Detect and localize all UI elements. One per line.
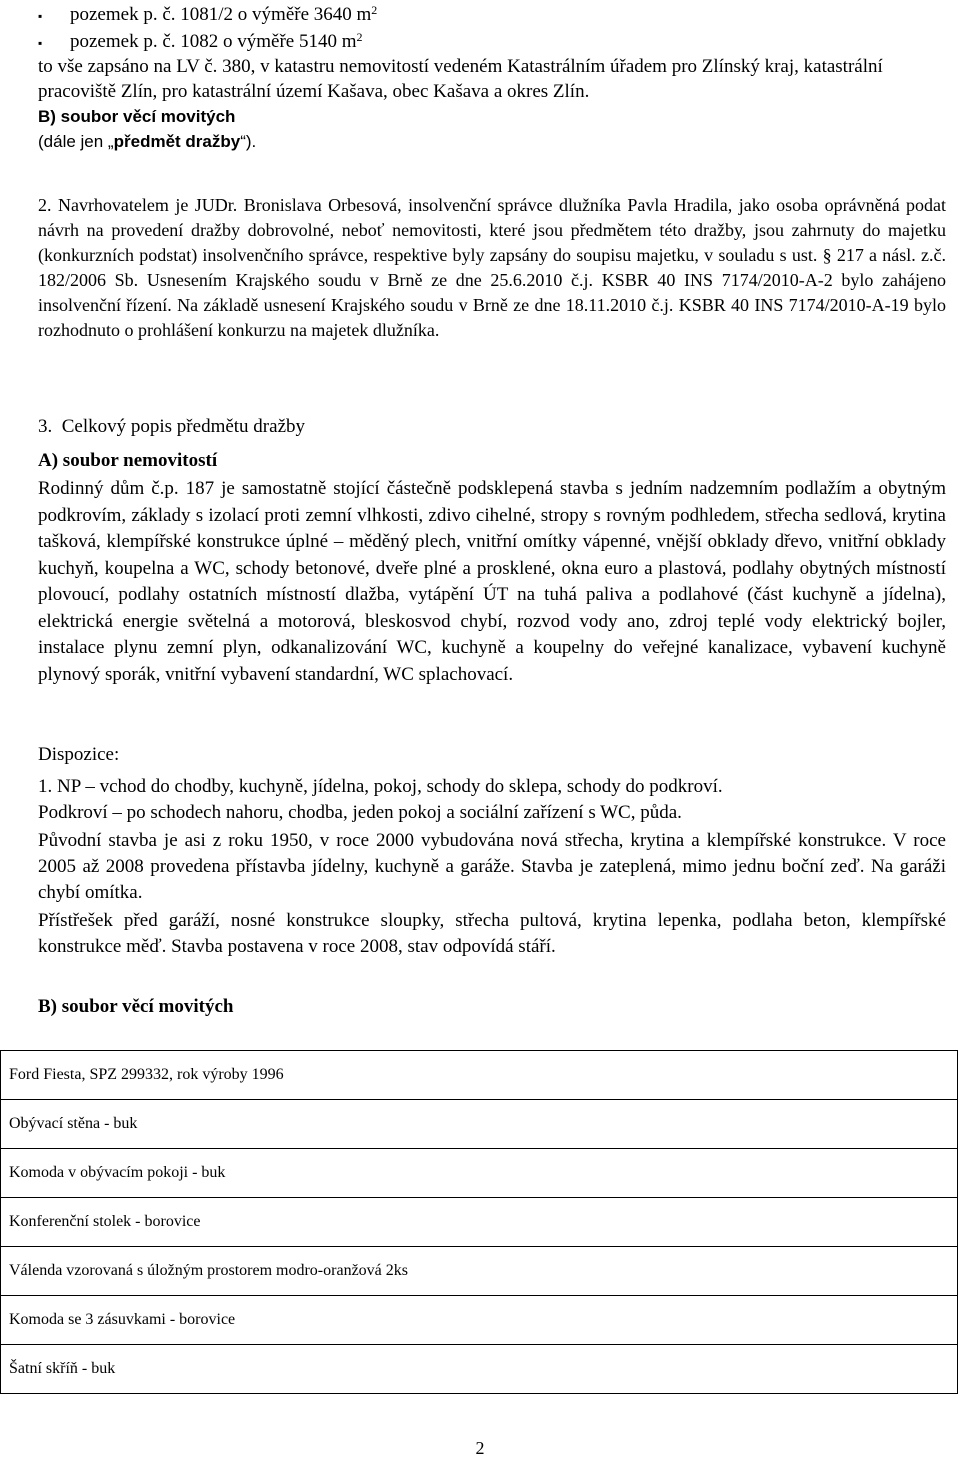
list-item: [38, 29, 377, 56]
table-row: [1, 1198, 958, 1247]
table-cell: Šatní skříň - buk: [1, 1345, 958, 1394]
registry-paragraph: [38, 54, 946, 154]
list-item-text: pozemek p. č. 1082 o výměře 5140 $m^2$: [70, 30, 363, 52]
table-cell: Komoda v obývacím pokoji - buk: [1, 1149, 958, 1198]
section-3-title: 3. Celkový popis předmětu dražby: [38, 416, 306, 437]
table-row: [1, 1149, 958, 1198]
square-bullet-icon: ▪: [38, 36, 43, 50]
registry-text: to vše zapsáno na LV č. 380, v katastru nemovitostí vedeném Katastrálním úřadem pro Zlínský kraj, katastrální pracoviště Zlín, pro katastrální území Kašava, obec Kašava a okres Zlín.: [38, 56, 883, 102]
section-2-text: Navrhovatelem je JUDr. Bronislava Orbesová, insolvenční správce dlužníka Pavla Hradila, jako osoba oprávněná podat návrh na provedení dražby dobrovolné, neboť nemovitosti, které jsou předmětem této dražby, jsou zahrnuty do majetku (konkurzních podstat) insolvenčního správce, respektive byly zapsány do soupisu majetku, v souladu s ust. § 217 a násl. z.č. 182/2006 Sb. Usnesením Krajského soudu v Brně ze dne 25.6.2010 č.j. KSBR 40 INS 7174/2010-A-2 bylo zahájeno insolvenční řízení. Na základě usnesení Krajského soudu v Brně ze dne 18.11.2010 č.j. KSBR 40 INS 7174/2010-A-19 bylo rozhodnuto o prohlášení konkurzu na majetek dlužníka.: [38, 195, 946, 340]
list-item: [38, 2, 377, 29]
section-3-subheading-a: A) soubor nemovitostí: [38, 450, 218, 471]
table-cell: Obývací stěna - buk: [1, 1100, 958, 1149]
table-cell: Ford Fiesta, SPZ 299332, rok výroby 1996: [1, 1051, 958, 1100]
list-item-text: pozemek p. č. 1081/2 o výměře 3640 $m^2$: [70, 3, 378, 25]
table-row: [1, 1345, 958, 1394]
dispozice-podkrovi: Podkroví – po schodech nahoru, chodba, jeden pokoj a sociální zařízení s WC, půda.: [38, 802, 682, 823]
movables-heading: B) soubor věcí movitých: [38, 996, 234, 1017]
dispozice-label: Dispozice:: [38, 744, 120, 765]
table-row: [1, 1296, 958, 1345]
dispozice-np1: 1. NP – vchod do chodby, kuchyně, jídelna, pokoj, schody do sklepa, schody do podkroví.: [38, 776, 723, 797]
movables-heading-small: B) soubor věcí movitých: [38, 107, 236, 126]
section-number: 2.: [38, 195, 52, 215]
table-row: [1, 1051, 958, 1100]
movables-table: [0, 1050, 958, 1394]
table-row: [1, 1100, 958, 1149]
carport-description: Přístřešek před garáží, nosné konstrukce sloupky, střecha pultová, krytina lepenka, podlaha beton, klempířské konstrukce měď. Stavba postavena v roce 2008, stav odpovídá stáří.: [38, 910, 946, 957]
table-cell: Komoda se 3 zásuvkami - borovice: [1, 1296, 958, 1345]
house-description: Rodinný dům č.p. 187 je samostatně stojící částečně podsklepená stavba s jedním nadzemním podlažím a obytným podkrovím, základy s izolací proti zemní vlhkosti, zdivo cihelné, stropy s rovným podhledem, střecha sedlová, krytina tašková, klempířské konstrukce úplné – měděný plech, vnitřní omítky vápenné, vnější obklady dřevo, vnitřní obklady kuchyň, koupelna a WC, schody betonové, dveře plné a prosklené, okna euro a plastová, podlahy obytných místností plovoucí, podlahy ostatních místností dlažba, vytápění ÚT na tuhá paliva a podlahové (část kuchyně a jídelna), elektrická energie světelná a motorová, bleskosvod chybí, rozvod vody ano, zdroj teplé vody elektrický bojler, instalace plynu zemní plyn, odkanalizování WC, kuchyně a koupelny do veřejné kanalizace, vybavení kuchyně plynový sporák, vnitřní vybavení standardní, WC splachovací.: [38, 478, 946, 685]
building-history: Původní stavba je asi z roku 1950, v roce 2000 vybudována nová střecha, krytina a klempířské konstrukce. V roce 2005 až 2008 provedena přístavba jídelny, kuchyně a garáže. Stavba je zateplená, mimo jednu boční zeď. Na garáži chybí omítka.: [38, 830, 946, 903]
auction-subject-note: (dále jen „předmět dražby“).: [38, 132, 257, 151]
page-number: 2: [475, 1438, 485, 1458]
table-row: [1, 1247, 958, 1296]
section-2: [38, 193, 946, 343]
square-bullet-icon: ▪: [38, 9, 43, 23]
table-cell: Konferenční stolek - borovice: [1, 1198, 958, 1247]
table-cell: Válenda vzorovaná s úložným prostorem modro-oranžová 2ks: [1, 1247, 958, 1296]
parcel-list: [38, 2, 377, 56]
